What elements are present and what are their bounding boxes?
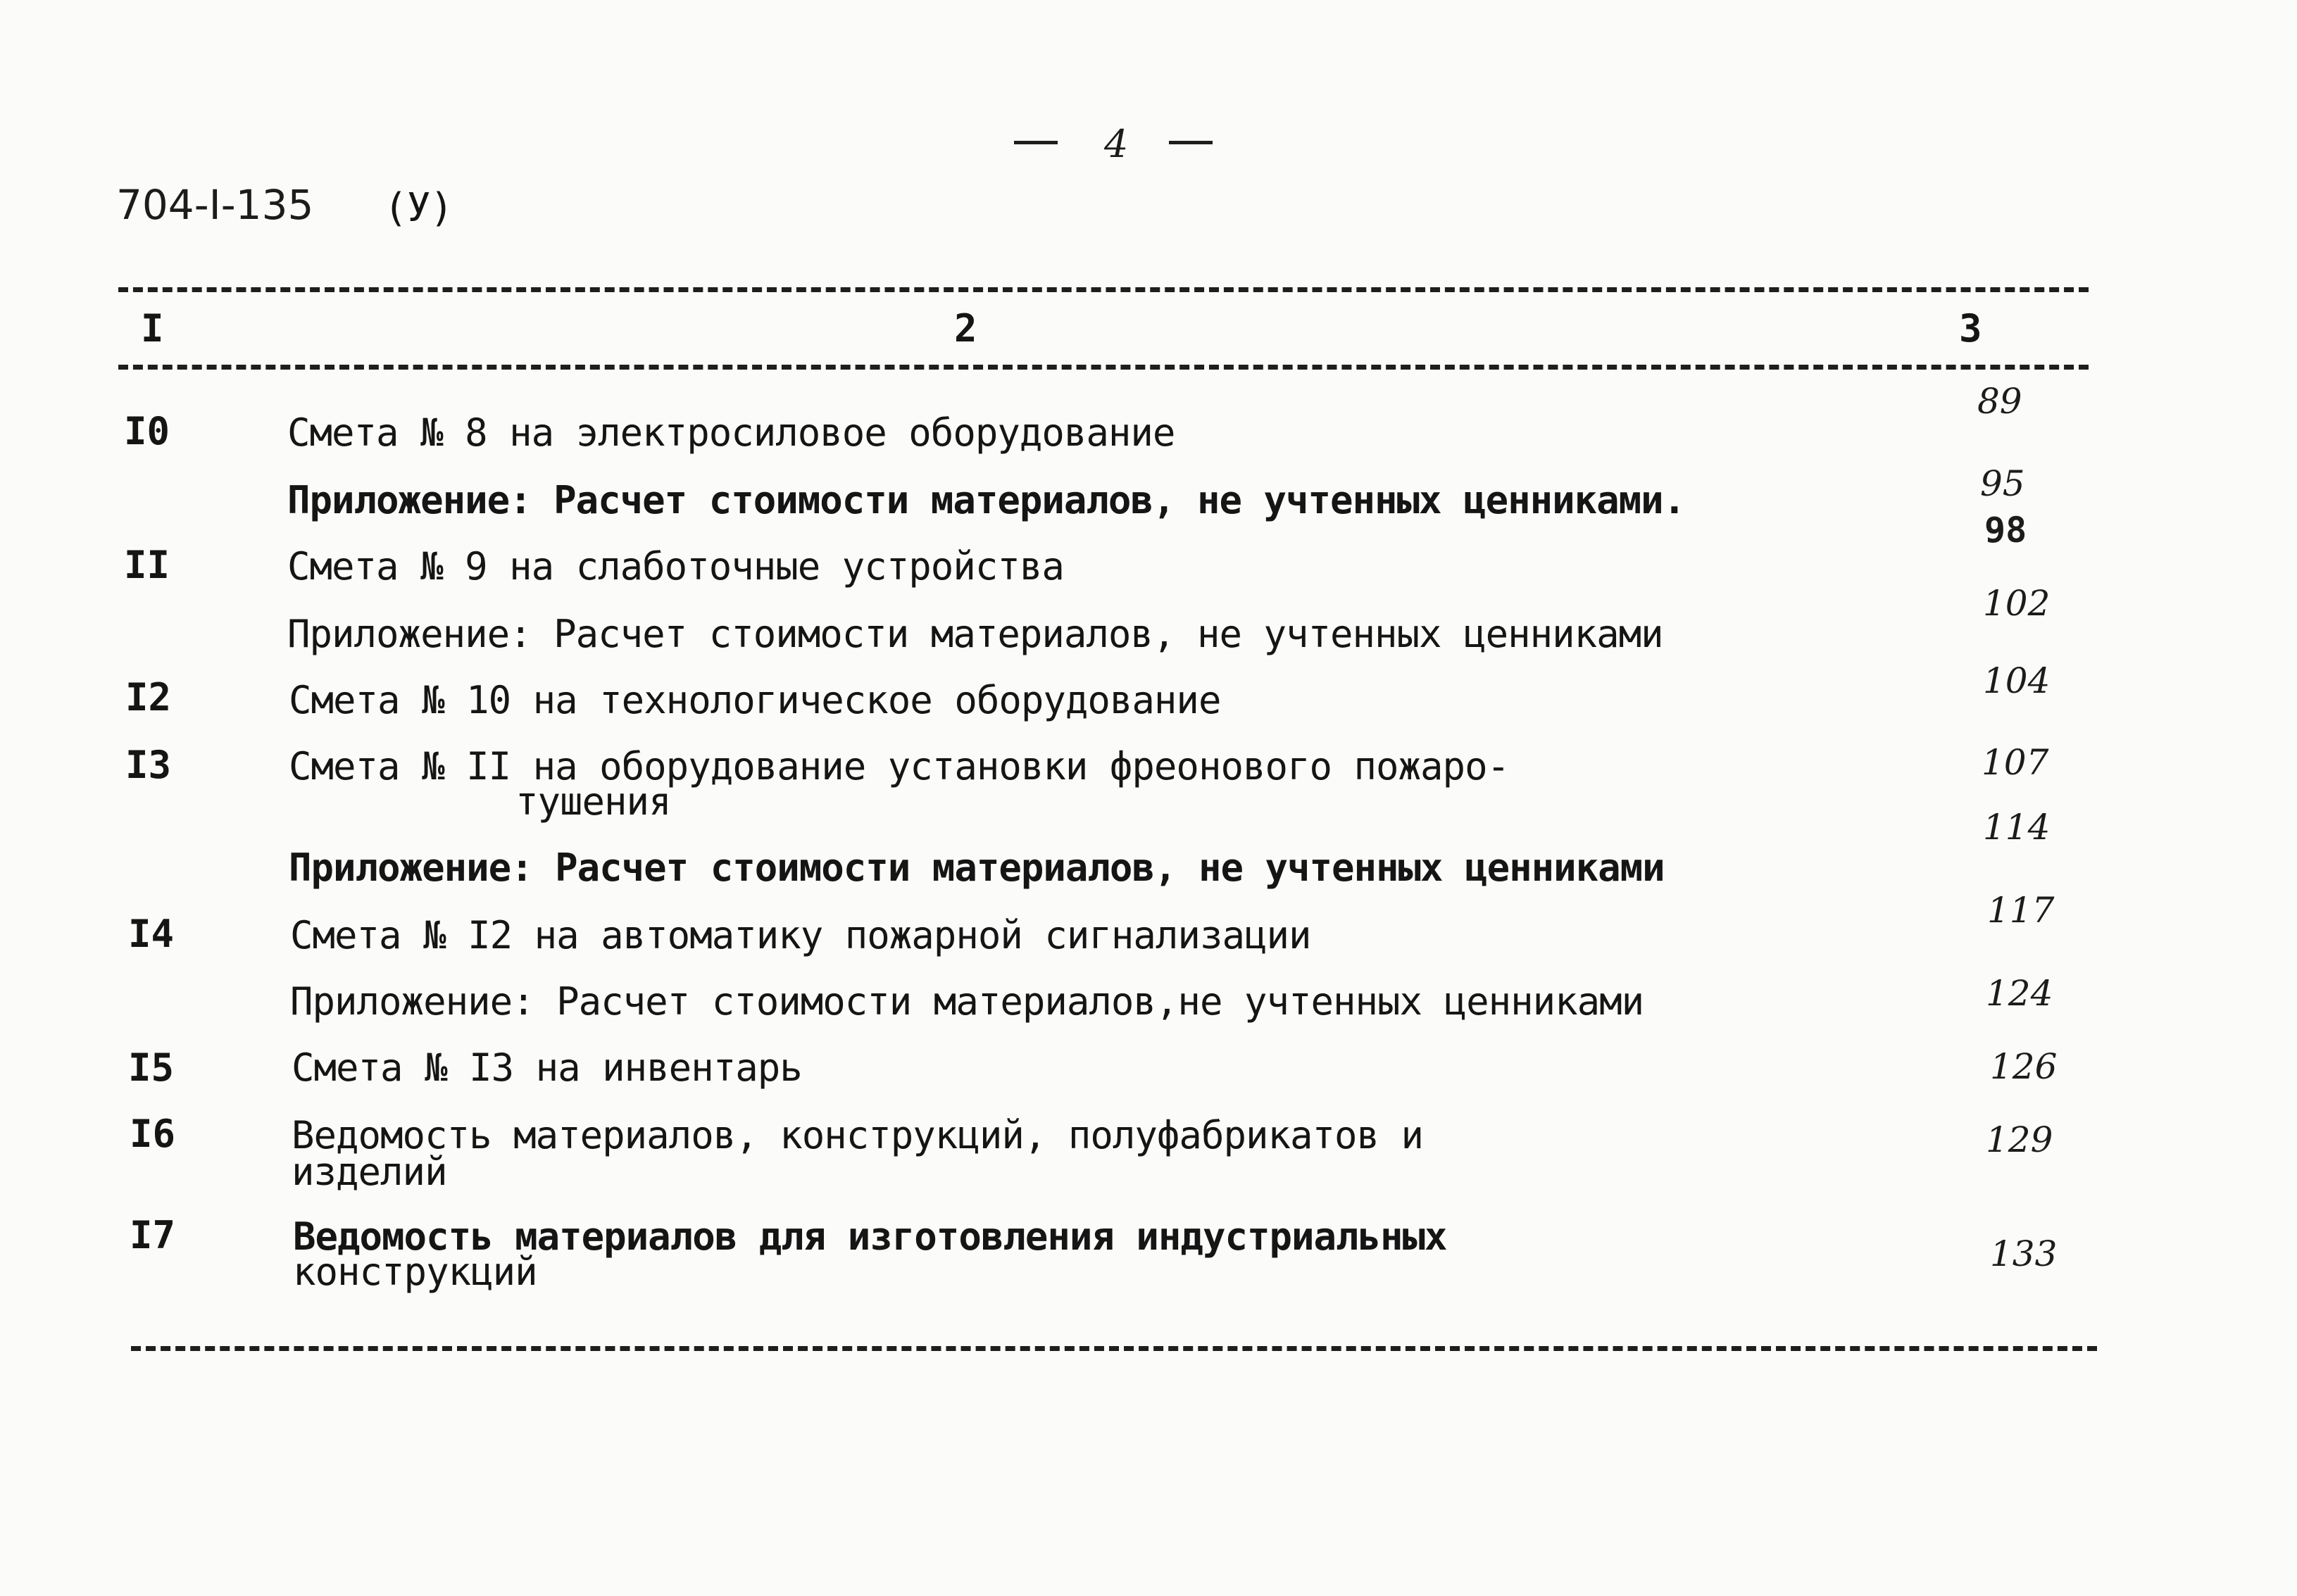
row-number: I3: [125, 743, 172, 787]
row-number: I2: [125, 675, 172, 720]
row-page: 89: [1977, 381, 2022, 422]
page-number-dash-right: [1169, 141, 1213, 144]
doc-suffix: (У): [384, 185, 453, 231]
row-number: I4: [128, 912, 175, 956]
column-header-3: 3: [1959, 306, 1982, 351]
row-text: Ведомость материалов для изготовления индустриальных: [293, 1214, 1447, 1259]
row-text: Ведомость материалов, конструкций, полуфабрикатов и: [292, 1113, 1424, 1157]
row-page: 124: [1986, 973, 2053, 1014]
row-page: 129: [1986, 1119, 2053, 1160]
row-text: Приложение: Расчет стоимости материалов,не учтенных ценниками: [290, 979, 1644, 1024]
row-page: 102: [1983, 583, 2051, 624]
row-number: I6: [130, 1112, 176, 1156]
table-bottom-rule: [131, 1346, 2097, 1351]
row-text: Смета № 9 на слаботочные устройства: [287, 544, 1064, 589]
row-text-continued: тушения: [515, 779, 671, 824]
row-page: 126: [1990, 1046, 2058, 1087]
table-header-rule: [118, 365, 2089, 370]
row-text: Приложение: Расчет стоимости материалов, не учтенных ценниками: [289, 846, 1665, 890]
row-text: Смета № I2 на автоматику пожарной сигнализации: [290, 913, 1311, 957]
row-text: Приложение: Расчет стоимости материалов, не учтенных ценниками: [287, 612, 1663, 656]
row-text-continued: конструкций: [293, 1250, 537, 1294]
row-page: 104: [1983, 660, 2051, 701]
row-page: 133: [1990, 1233, 2058, 1274]
page-number: 4: [1104, 122, 1129, 166]
row-number: II: [124, 543, 170, 587]
row-text: Смета № I3 на инвентарь: [292, 1045, 802, 1090]
row-page: 114: [1983, 807, 2051, 848]
row-page: 98: [1984, 510, 2027, 551]
table-top-rule: [118, 287, 2089, 292]
row-page: 95: [1980, 463, 2025, 504]
row-text-continued: изделий: [292, 1150, 447, 1194]
page-number-dash-left: [1014, 141, 1058, 144]
row-number: I5: [128, 1045, 175, 1090]
row-text: Смета № 8 на электросиловое оборудование: [287, 410, 1175, 455]
column-header-2: 2: [954, 306, 977, 351]
row-number: I0: [124, 409, 170, 453]
column-header-1: I: [141, 306, 164, 351]
row-number: I7: [130, 1213, 176, 1257]
row-page: 117: [1987, 890, 2055, 931]
row-text: Приложение: Расчет стоимости материалов, не учтенных ценниками.: [287, 478, 1686, 522]
row-text: Смета № 10 на технологическое оборудование: [289, 678, 1221, 722]
doc-code: 704-I-135: [116, 181, 314, 229]
row-page: 107: [1982, 742, 2049, 783]
row-text: Смета № II на оборудование установки фреонового пожаро-: [289, 744, 1510, 788]
